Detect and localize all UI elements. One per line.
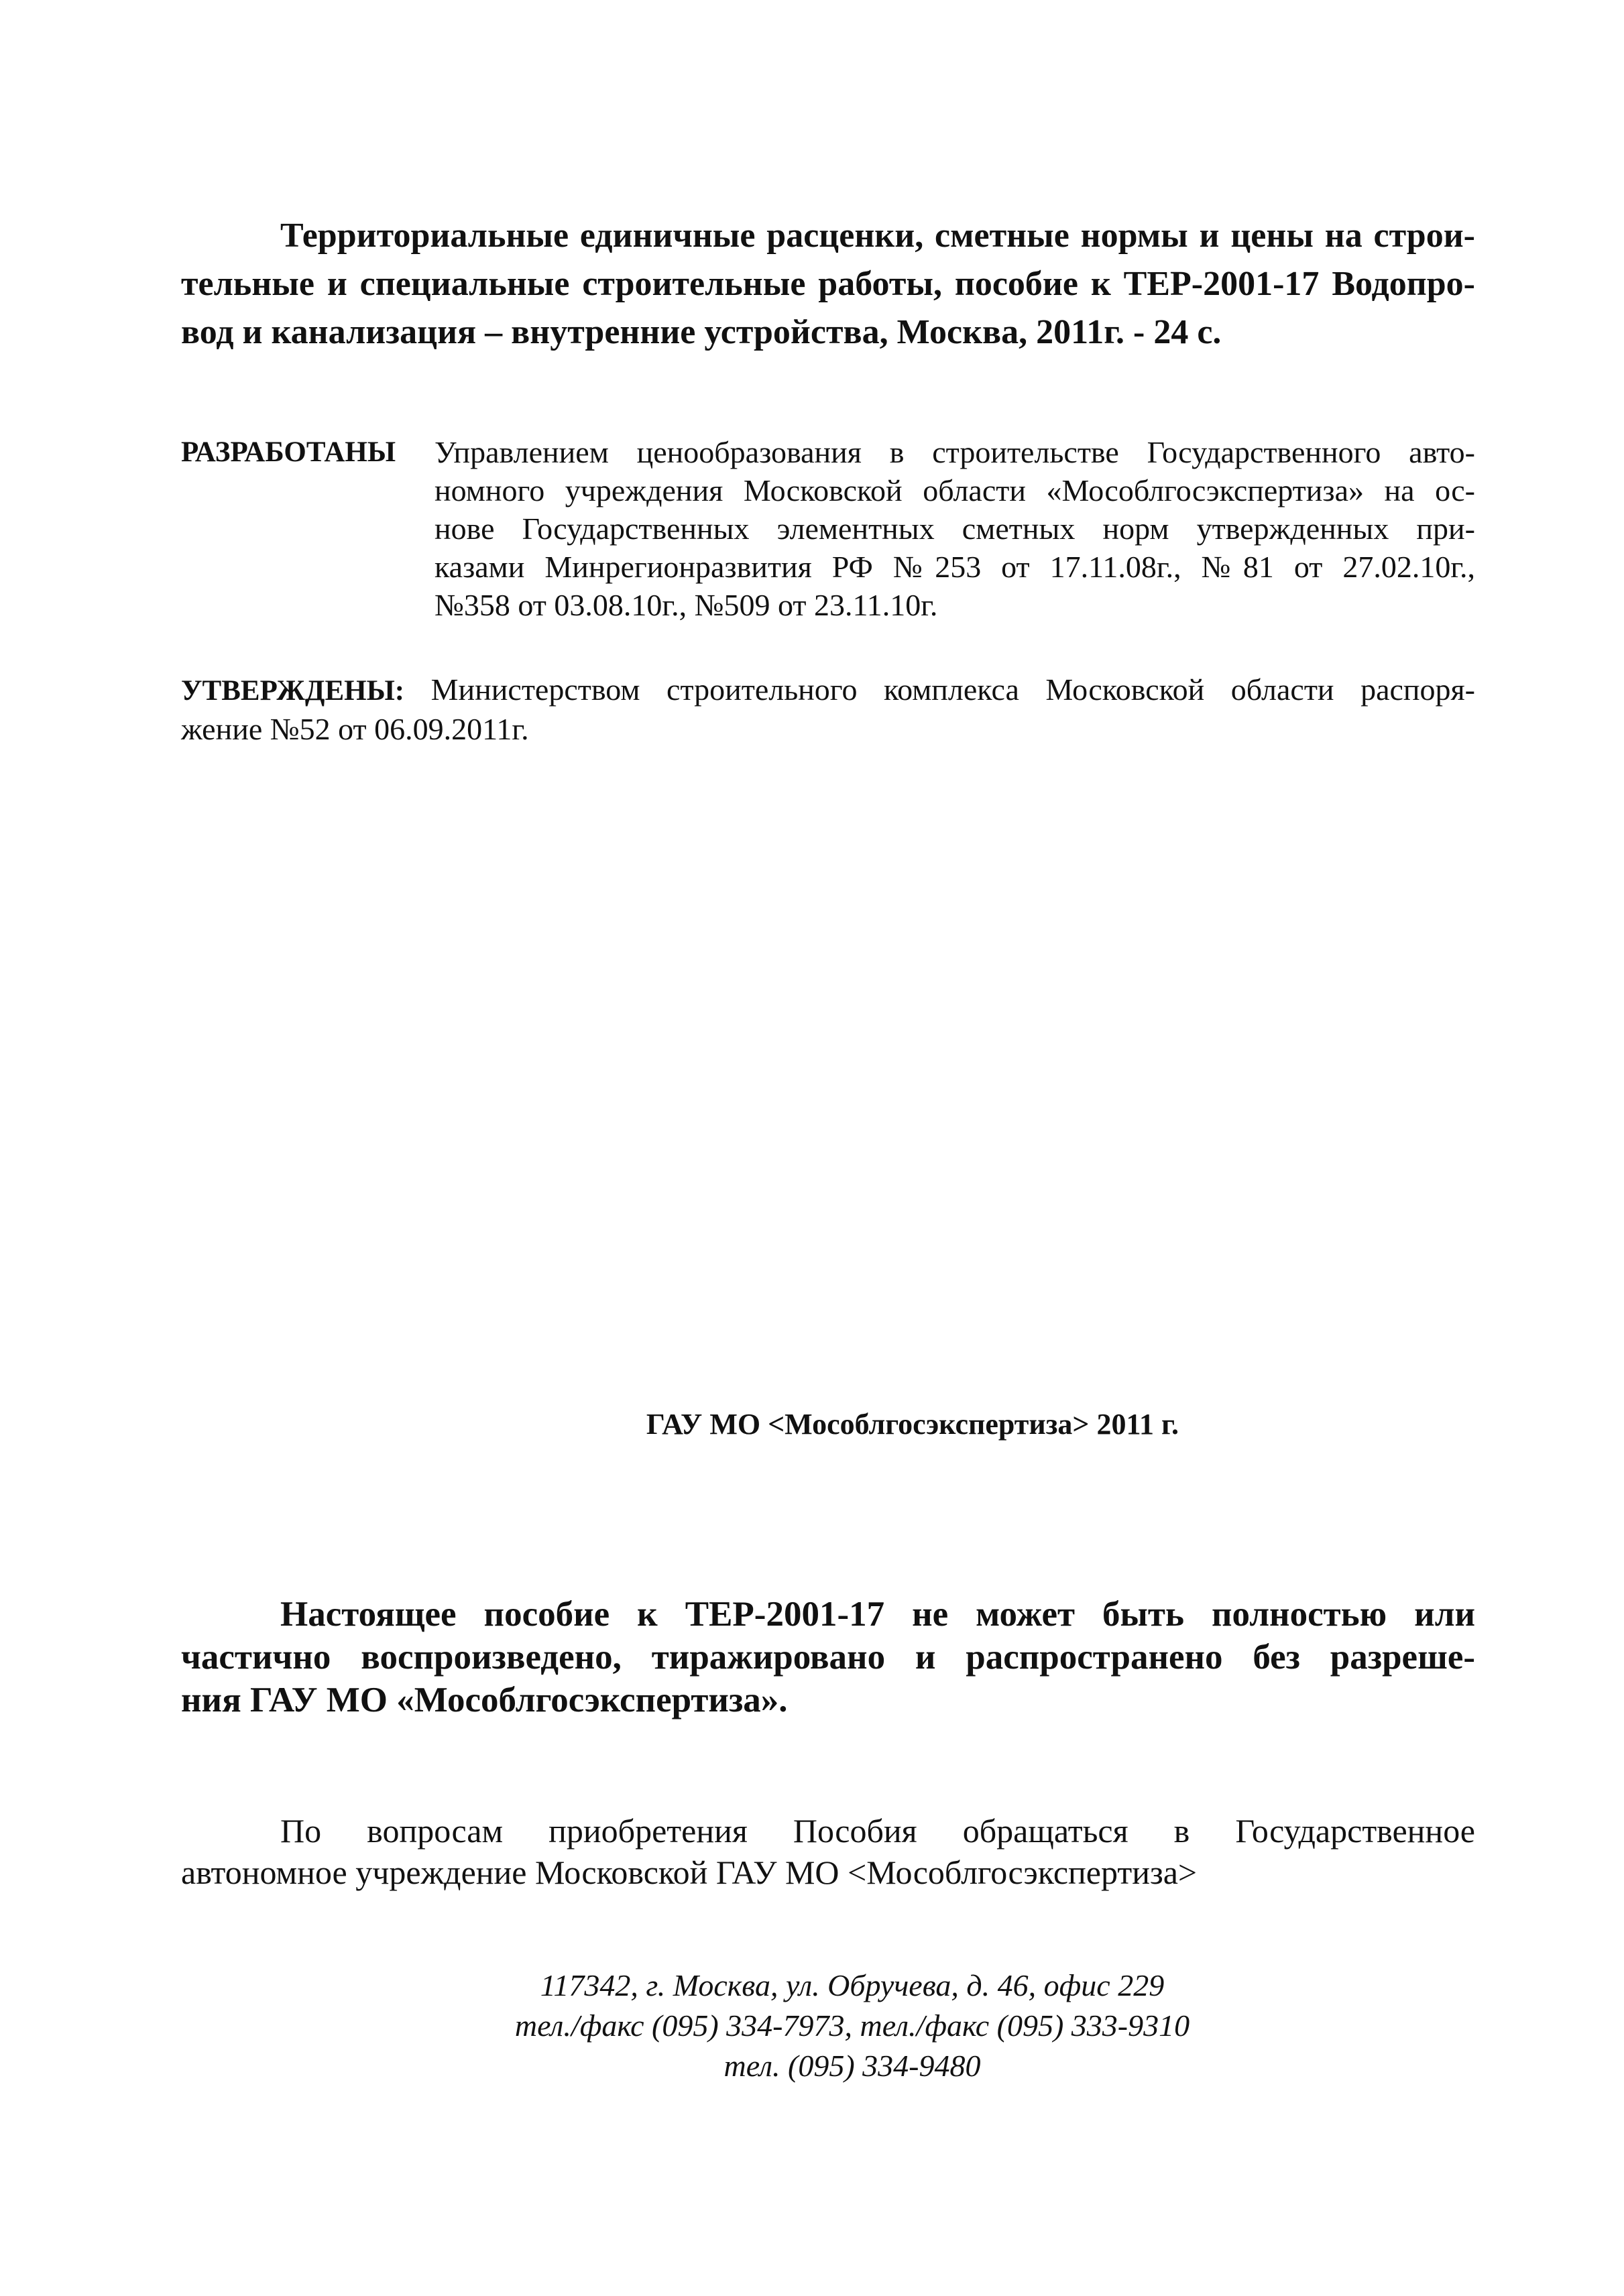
copyright-notice: [181, 1593, 1475, 1721]
notice-line: Настоящее пособие к ТЕР-2001-17 не может быть полностью или: [280, 1595, 1475, 1634]
developed-label: РАЗРАБОТАНЫ: [181, 436, 396, 468]
notice-line: ния ГАУ МО «Мособлгосэкспертиза».: [181, 1681, 788, 1719]
address-line: 117342, г. Москва, ул. Обручева, д. 46, офис 229: [540, 1968, 1165, 2002]
developed-line: номного учреждения Московской области «Мособлгосэкспертиза» на ос-: [434, 473, 1475, 507]
approved-by-section: [181, 670, 1475, 748]
developed-line: казами Минрегионразвития РФ №253 от 17.11.08г., №81 от 27.02.10г.,: [434, 550, 1475, 584]
phone-line: тел. (095) 334-9480: [723, 2049, 981, 2083]
developed-text: [434, 433, 1475, 624]
publisher-text: ГАУ МО <Мособлгосэкспертиза> 2011 г.: [646, 1408, 1179, 1441]
inquiry-line: автономное учреждение Московской ГАУ МО <Мособлгосэкспертиза>: [181, 1854, 1198, 1891]
approved-line: жение №52 от 06.09.2011г.: [181, 712, 529, 746]
inquiry-line: По вопросам приобретения Пособия обращаться в Государственное: [280, 1812, 1475, 1850]
phone-line: тел./факс (095) 334-7973, тел./факс (095) 333-9310: [514, 2008, 1190, 2043]
approved-label: УТВЕРЖДЕНЫ:: [181, 675, 405, 707]
contact-address: [0, 1966, 1624, 2086]
title-line: вод и канализация – внутренние устройства, Москва, 2011г. - 24 с.: [181, 313, 1222, 351]
developed-line: №358 от 03.08.10г., №509 от 23.11.10г.: [434, 588, 938, 622]
approved-text: Министерством строительного комплекса Московской области распоря-: [430, 672, 1475, 707]
document-title: [181, 212, 1475, 357]
title-line: Территориальные единичные расценки, сметные нормы и цены на строи-: [280, 217, 1475, 255]
notice-line: частично воспроизведено, тиражировано и распространено без разреше-: [181, 1638, 1475, 1677]
publisher-line: [0, 1404, 1624, 1445]
approved-line: [181, 670, 1475, 710]
inquiry-paragraph: [181, 1810, 1475, 1893]
developed-line: нове Государственных элементных сметных норм утвержденных при-: [434, 511, 1475, 546]
title-line: тельные и специальные строительные работы, пособие к ТЕР-2001-17 Водопро-: [181, 265, 1475, 303]
developed-line: Управлением ценообразования в строительстве Государственного авто-: [434, 435, 1475, 469]
